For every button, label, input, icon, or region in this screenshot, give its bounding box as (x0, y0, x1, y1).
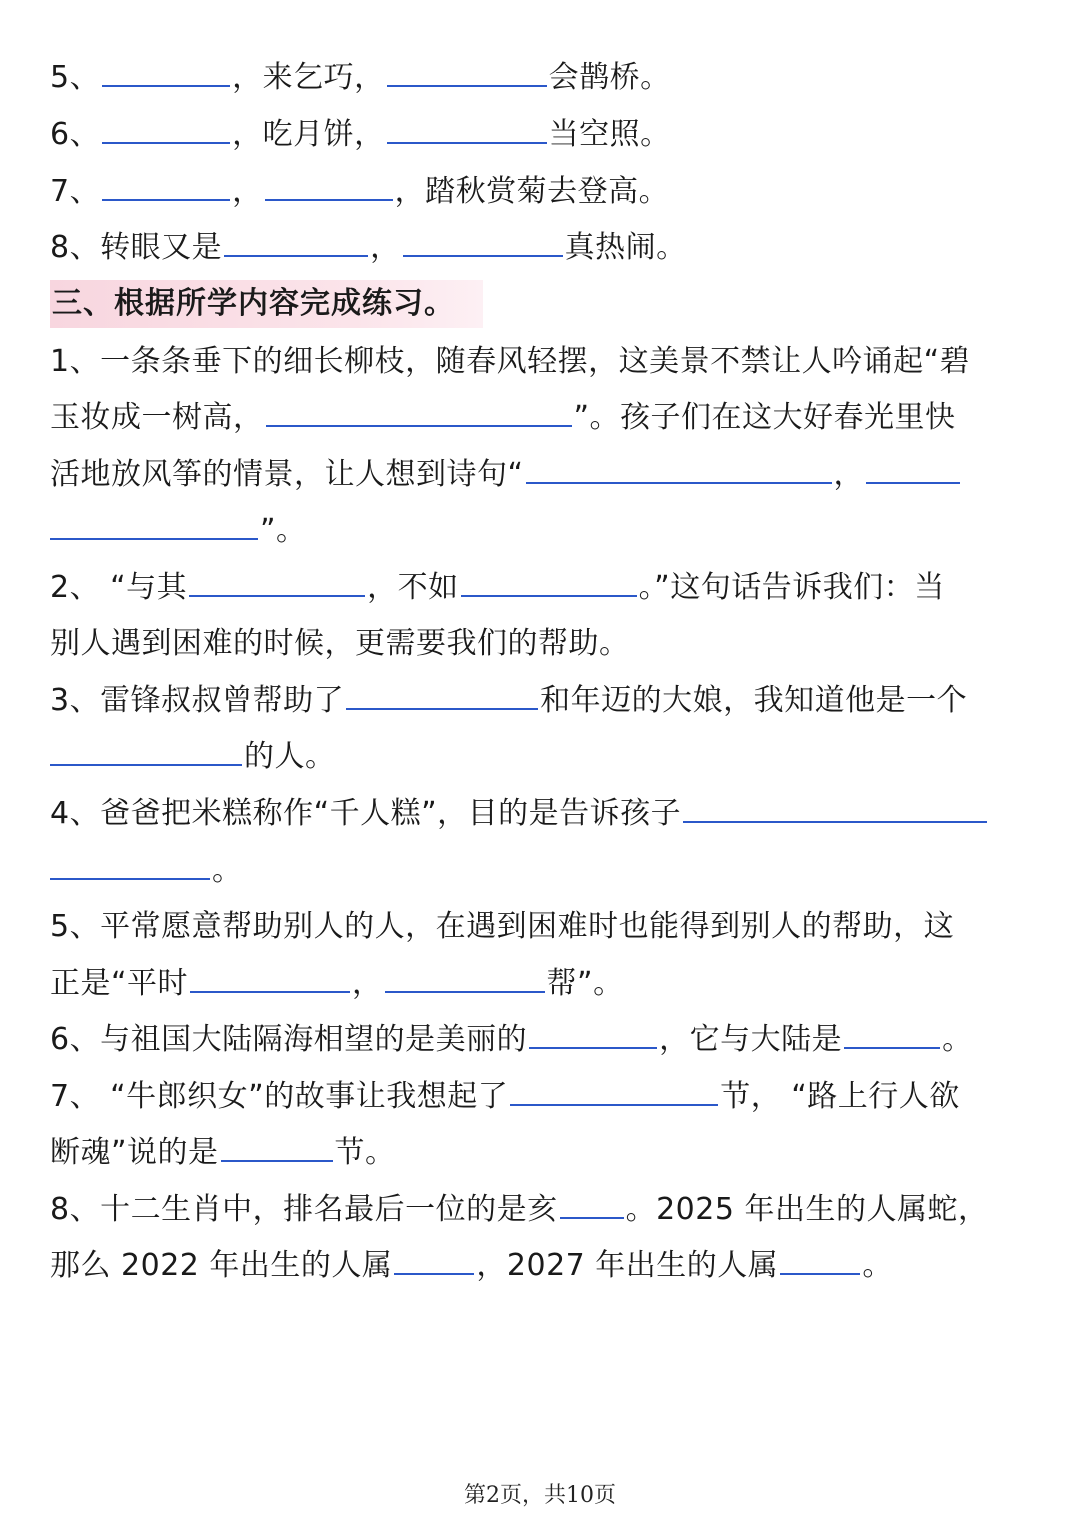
question-text: ，来乞巧， (232, 60, 385, 95)
question-text: 和年迈的大娘，我知道他是一个 (540, 683, 968, 718)
answer-blank[interactable] (844, 1025, 940, 1049)
question-text: 当空照。 (548, 117, 671, 152)
question-5-line-2 (50, 956, 624, 1012)
question-text: ，它与大陆是 (659, 1022, 843, 1057)
fill-line-6 (50, 107, 671, 163)
question-2-line-1 (50, 560, 945, 616)
question-text: 。 (862, 1248, 893, 1283)
question-text: 节。 (334, 1135, 396, 1170)
question-7-line-2 (50, 1125, 396, 1181)
answer-blank[interactable] (102, 120, 230, 144)
question-text: ”。 (260, 513, 307, 548)
answer-blank[interactable] (394, 1251, 474, 1275)
question-text: 节， “路上行人欲 (720, 1079, 960, 1114)
question-3-line-2 (50, 729, 336, 785)
question-number: 5、 (50, 60, 101, 95)
answer-blank[interactable] (387, 63, 547, 87)
question-text: ， (232, 174, 263, 209)
question-text: ”。孩子们在这大好春光里快 (573, 400, 956, 435)
question-text: 。2025 年出生的人属蛇， (625, 1192, 989, 1227)
question-1-line-4 (50, 503, 307, 559)
answer-blank[interactable] (866, 460, 960, 484)
answer-blank[interactable] (224, 233, 368, 257)
question-8-line-2 (50, 1238, 893, 1294)
question-text: ，吃月饼， (232, 117, 385, 152)
question-text: 。 (212, 853, 243, 888)
fill-line-5 (50, 50, 671, 106)
question-text: 8、十二生肖中，排名最后一位的是亥 (50, 1192, 558, 1227)
question-1-line-1: 1、一条条垂下的细长柳枝，随春风轻摆，这美景不禁让人吟诵起“碧 (50, 344, 971, 379)
answer-blank[interactable] (403, 233, 563, 257)
answer-blank[interactable] (50, 856, 210, 880)
question-1-line-2 (50, 390, 956, 446)
fill-line-8 (50, 220, 687, 276)
question-text: 正是“平时 (50, 966, 189, 1001)
answer-blank[interactable] (50, 516, 258, 540)
answer-blank[interactable] (266, 403, 572, 427)
answer-blank[interactable] (221, 1138, 333, 1162)
question-text: 7、 “牛郎织女”的故事让我想起了 (50, 1079, 509, 1114)
answer-blank[interactable] (102, 63, 230, 87)
question-text: ， (370, 230, 401, 265)
answer-blank[interactable] (346, 686, 538, 710)
answer-blank[interactable] (50, 742, 242, 766)
question-text: 会鹊桥。 (548, 60, 671, 95)
answer-blank[interactable] (189, 573, 365, 597)
question-text: 活地放风筝的情景，让人想到诗句“ (50, 457, 524, 492)
question-1-line-3 (50, 447, 962, 503)
question-8-line-1 (50, 1182, 988, 1238)
question-text: ，不如 (367, 570, 459, 605)
answer-blank[interactable] (529, 1025, 657, 1049)
question-6-line (50, 1012, 973, 1068)
answer-blank[interactable] (387, 120, 547, 144)
question-text: 3、雷锋叔叔曾帮助了 (50, 683, 345, 718)
question-text: 那么 2022 年出生的人属 (50, 1248, 393, 1283)
question-2-line-2: 别人遇到困难的时候，更需要我们的帮助。 (50, 626, 630, 661)
page-number: 第2页，共10页 (464, 1483, 616, 1508)
answer-blank[interactable] (510, 1082, 718, 1106)
question-text: ， (833, 457, 865, 492)
answer-blank[interactable] (683, 799, 987, 823)
question-3-line-1 (50, 673, 967, 729)
question-text: 。”这句话告诉我们：当 (638, 570, 945, 605)
answer-blank[interactable] (526, 460, 832, 484)
question-text: 断魂”说的是 (50, 1135, 219, 1170)
question-4-line-2 (50, 843, 243, 899)
question-text: 4、爸爸把米糕称作“千人糕”，目的是告诉孩子 (50, 796, 682, 831)
section-title: 三、根据所学内容完成练习。 (50, 280, 483, 328)
question-4-line-1 (50, 786, 989, 842)
answer-blank[interactable] (461, 573, 637, 597)
question-text: 帮”。 (546, 966, 624, 1001)
answer-blank[interactable] (190, 969, 350, 993)
question-text: 。 (942, 1022, 973, 1057)
question-text: 的人。 (244, 739, 336, 774)
question-7-line-1 (50, 1069, 960, 1125)
question-text: ，踏秋赏菊去登高。 (394, 174, 670, 209)
question-5-line-1: 5、平常愿意帮助别人的人，在遇到困难时也能得到别人的帮助，这 (50, 909, 955, 944)
question-text: 2、 “与其 (50, 570, 188, 605)
answer-blank[interactable] (560, 1195, 624, 1219)
question-text: ， (352, 966, 383, 1001)
question-number: 7、 (50, 174, 101, 209)
question-text: 8、转眼又是 (50, 230, 223, 265)
answer-blank[interactable] (780, 1251, 860, 1275)
answer-blank[interactable] (102, 177, 230, 201)
question-text: 6、与祖国大陆隔海相望的是美丽的 (50, 1022, 528, 1057)
question-text: 玉妆成一树高， (50, 400, 264, 435)
question-text: ，2027 年出生的人属 (476, 1248, 779, 1283)
question-text: 真热闹。 (564, 230, 687, 265)
answer-blank[interactable] (385, 969, 545, 993)
fill-line-7 (50, 164, 669, 220)
answer-blank[interactable] (265, 177, 393, 201)
question-number: 6、 (50, 117, 101, 152)
